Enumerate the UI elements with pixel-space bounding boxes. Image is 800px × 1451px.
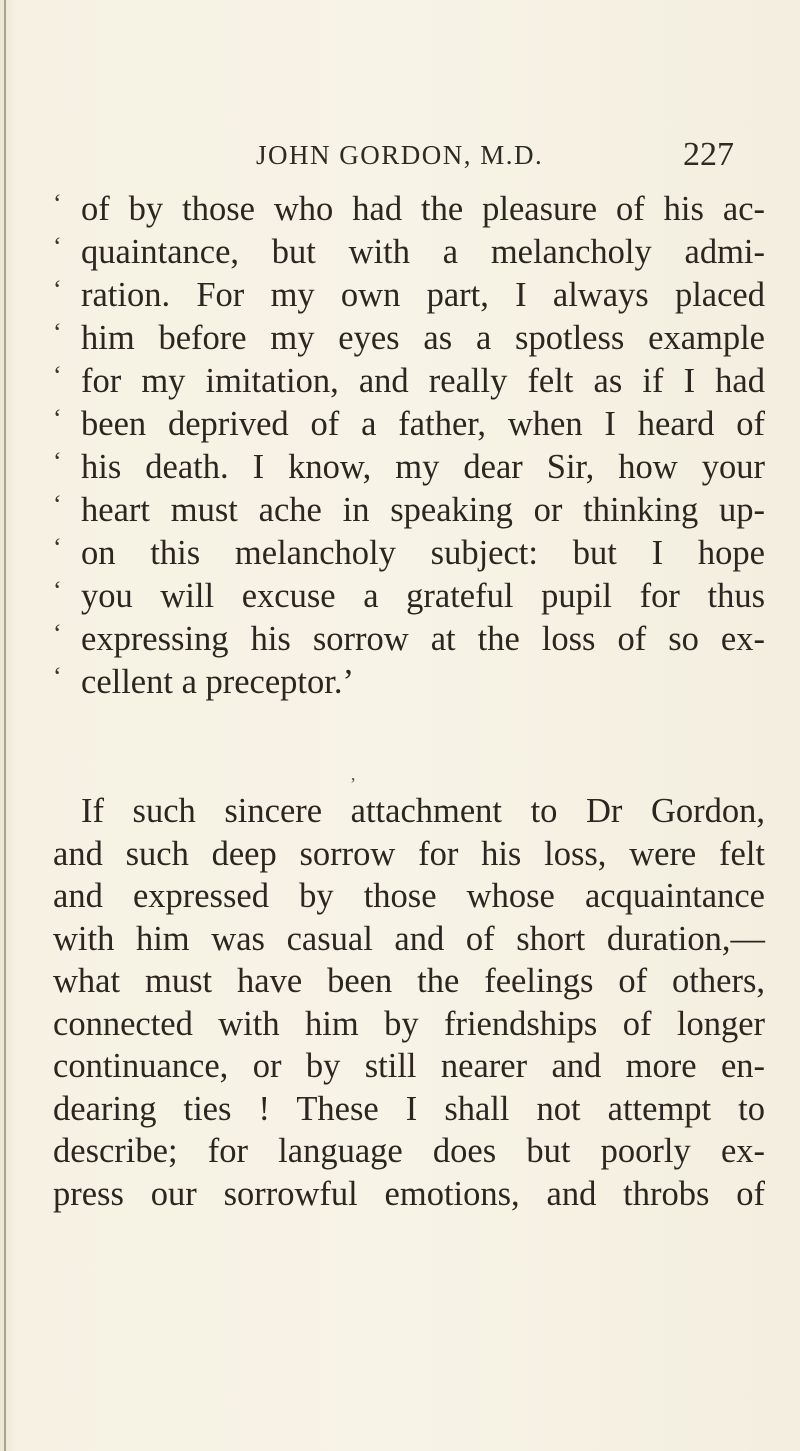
quote-mark: ‘ — [53, 619, 62, 648]
quote-mark: ‘ — [53, 189, 62, 218]
stray-print-mark: ’ — [350, 774, 356, 794]
quote-line-text: been deprived of a father, when I heard of — [81, 405, 765, 443]
quote-line — [53, 661, 773, 704]
quote-line-text: ration. For my own part, I always placed — [81, 276, 765, 314]
quote-line — [53, 532, 773, 575]
body-paragraph — [53, 790, 765, 1215]
paragraph-line: dearing ties ! These I shall not attempt to — [53, 1089, 765, 1128]
paragraph-line: with him was casual and of short duration,— — [53, 919, 765, 958]
quote-mark: ‘ — [53, 318, 62, 347]
paragraph-line: press our sorrowful emotions, and throbs of — [53, 1174, 765, 1213]
paragraph-line: If such sincere attachment to Dr Gordon, — [81, 792, 765, 830]
quote-line — [53, 575, 773, 618]
quote-mark: ‘ — [53, 404, 62, 433]
quote-mark: ‘ — [53, 447, 62, 476]
quote-line-text: on this melancholy subject: but I hope — [81, 534, 765, 572]
quote-mark: ‘ — [53, 232, 62, 261]
quote-line — [53, 618, 773, 661]
page-edge-line — [4, 0, 6, 1451]
quote-line-text: you will excuse a grateful pupil for thus — [81, 577, 765, 615]
quote-mark: ‘ — [53, 533, 62, 562]
quote-line — [53, 317, 773, 360]
running-head — [0, 136, 800, 176]
quote-line — [53, 274, 773, 317]
quote-line — [53, 360, 773, 403]
page-number: 227 — [683, 136, 734, 173]
quote-line — [53, 188, 773, 231]
quote-line — [53, 403, 773, 446]
quote-line — [53, 446, 773, 489]
paragraph-line: and such deep sorrow for his loss, were felt — [53, 834, 765, 873]
quote-mark: ‘ — [53, 576, 62, 605]
quotation-block — [53, 188, 773, 704]
paragraph-line: describe; for language does but poorly ex- — [53, 1132, 765, 1170]
paragraph-line: what must have been the feelings of others, — [53, 962, 765, 1000]
running-title: JOHN GORDON, M.D. — [256, 140, 544, 170]
quote-line-text: him before my eyes as a spotless example — [81, 319, 765, 357]
paragraph-line: continuance, or by still nearer and more en- — [53, 1047, 765, 1085]
quote-mark: ‘ — [53, 490, 62, 519]
quote-line — [53, 489, 773, 532]
quote-mark: ‘ — [53, 662, 62, 691]
quote-line-text: expressing his sorrow at the loss of so ex- — [81, 620, 765, 658]
quote-mark: ‘ — [53, 275, 62, 304]
quote-line-text: his death. I know, my dear Sir, how your — [81, 448, 765, 486]
quote-line-text: cellent a preceptor.’ — [81, 663, 354, 701]
quote-line — [53, 231, 773, 274]
quote-line-text: of by those who had the pleasure of his ac- — [81, 190, 765, 228]
quote-line-text: quaintance, but with a melancholy admi- — [81, 233, 765, 271]
quote-line-text: heart must ache in speaking or thinking up- — [81, 491, 765, 529]
paragraph-line: connected with him by friendships of longer — [53, 1004, 765, 1043]
paragraph-line: and expressed by those whose acquaintance — [53, 877, 765, 915]
quote-mark: ‘ — [53, 361, 62, 390]
quote-line-text: for my imitation, and really felt as if I had — [81, 362, 765, 400]
